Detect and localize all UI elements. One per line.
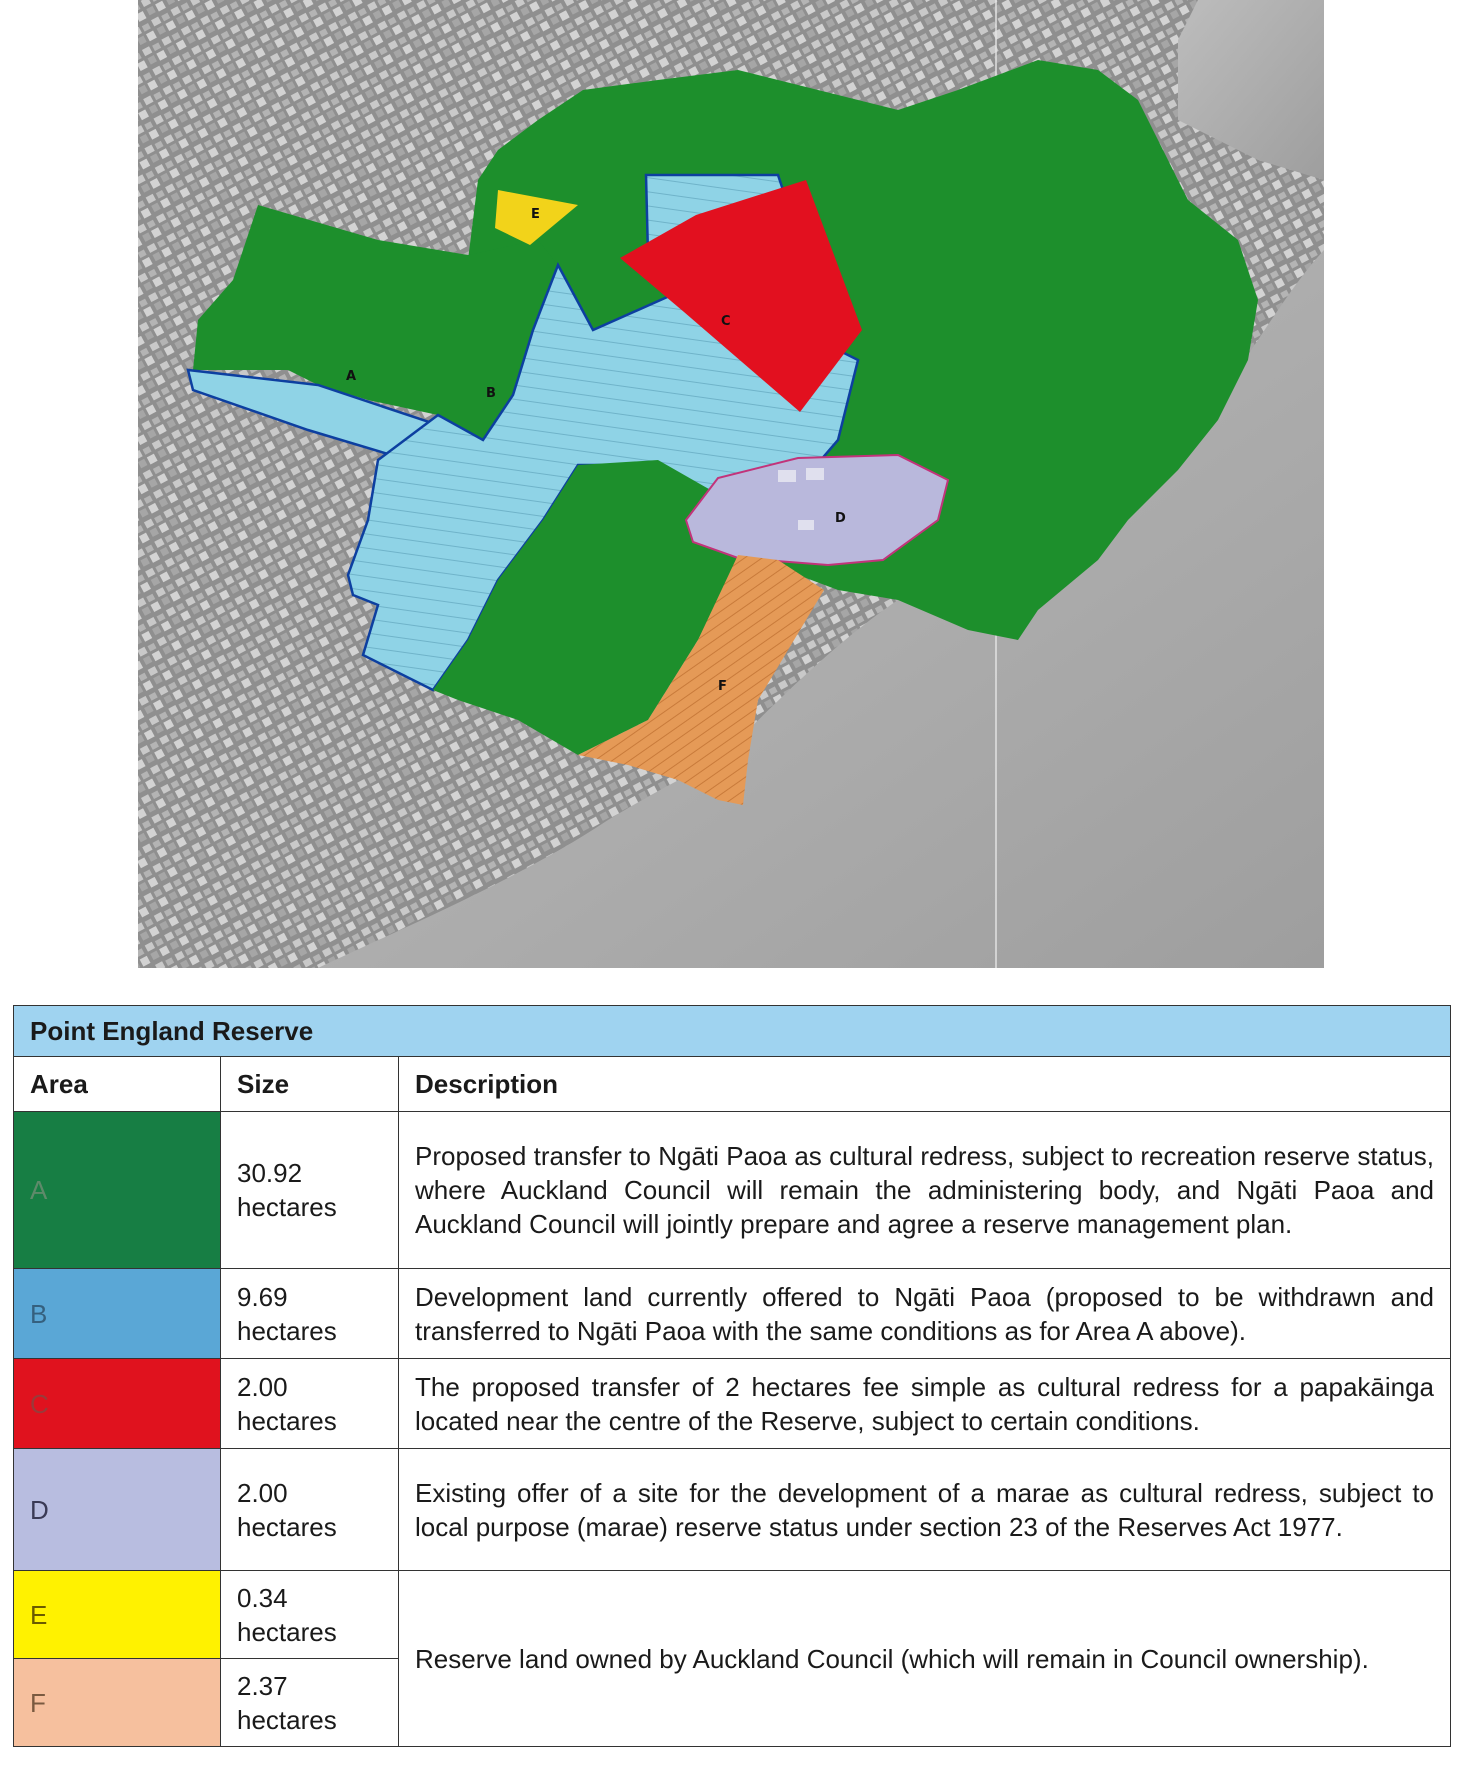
size-value: 2.37 [237,1670,288,1701]
table-title-row [14,1006,1451,1057]
area-description: The proposed transfer of 2 hectares fee simple as cultural redress for a papakāinga located near the centre of the Reserve, subject to certain conditions. [399,1359,1451,1449]
table-row [14,1449,1451,1571]
area-code: D [30,1494,49,1525]
map-canvas [138,0,1324,968]
size-value: 0.34 [237,1582,288,1613]
area-code: A [30,1175,48,1205]
area-label-f: F [718,679,727,694]
table-row [14,1112,1451,1269]
area-swatch-b [14,1269,221,1359]
building [806,468,824,480]
header-area: Area [14,1057,221,1112]
size-unit: hectares [237,1511,337,1542]
area-swatch-f [14,1659,221,1747]
area-code: B [30,1298,48,1329]
area-label-d: D [835,511,846,526]
area-size [221,1269,399,1359]
size-unit: hectares [237,1192,337,1222]
area-label-b: B [486,386,496,401]
area-code: E [30,1599,48,1630]
table-row [14,1359,1451,1449]
area-swatch-e [14,1571,221,1659]
area-size [221,1659,399,1747]
area-description: Existing offer of a site for the development of a marae as cultural redress, subject to local purpose (marae) reserve status under section 23 of the Reserves Act 1977. [399,1449,1451,1571]
size-value: 30.92 [237,1158,303,1188]
area-size [221,1571,399,1659]
area-size [221,1112,399,1269]
size-unit: hectares [237,1405,337,1436]
area-label-e: E [531,207,540,222]
area-description: Reserve land owned by Auckland Council (which will remain in Council ownership). [399,1571,1451,1747]
header-size: Size [221,1057,399,1112]
area-description: Development land currently offered to Ngāti Paoa (proposed to be withdrawn and transferred to Ngāti Paoa with the same conditions as for Area A above). [399,1269,1451,1359]
building [798,520,814,530]
building [778,470,796,482]
size-unit: hectares [237,1616,337,1647]
size-value: 2.00 [237,1477,288,1508]
size-unit: hectares [237,1704,337,1735]
size-value: 2.00 [237,1371,288,1402]
header-description: Description [399,1057,1451,1112]
area-description: Proposed transfer to Ngāti Paoa as cultural redress, subject to recreation reserve status, where Auckland Council will remain the administering body, and Ngāti Paoa and Auckland Council will jointly prepare and agree a reserve management plan. [399,1112,1451,1269]
area-swatch-a [14,1112,221,1269]
table-title: Point England Reserve [14,1006,1451,1057]
table-row [14,1269,1451,1359]
area-size [221,1359,399,1449]
reserve-aerial-map [138,0,1324,968]
table-row [14,1571,1451,1659]
area-label-c: C [721,314,731,329]
reserve-areas-table [13,1005,1451,1747]
size-unit: hectares [237,1315,337,1346]
area-swatch-c [14,1359,221,1449]
size-value: 9.69 [237,1281,288,1312]
table-header-row [14,1057,1451,1112]
area-code: F [30,1687,46,1718]
area-swatch-d [14,1449,221,1571]
area-label-a: A [346,369,357,384]
area-size [221,1449,399,1571]
area-code: C [30,1388,49,1419]
